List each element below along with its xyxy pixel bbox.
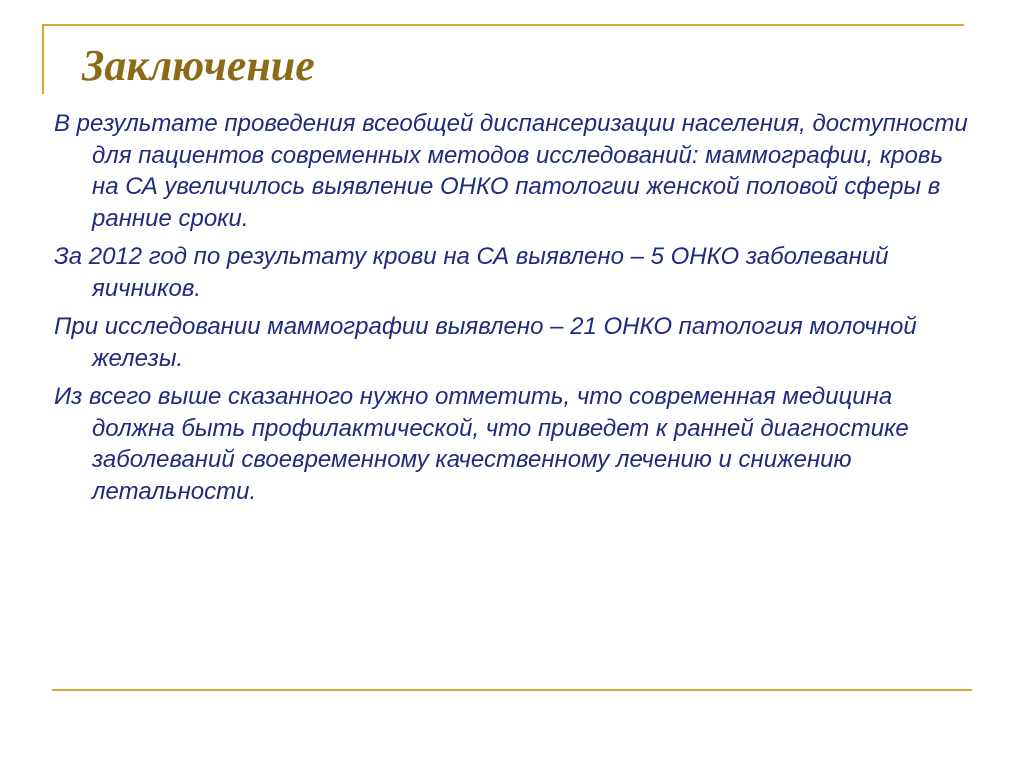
frame-bottom-line	[52, 689, 972, 691]
paragraph-conclusion: Из всего выше сказанного нужно отметить, что современная медицина должна быть профилактической, что приведет к ранней диагностике заболеваний своевременному качественному лечению и снижению летальности.	[54, 383, 909, 505]
slide-title: Заключение	[82, 41, 315, 90]
frame-top-line	[42, 24, 964, 26]
paragraph-mammography-results: При исследовании маммографии выявлено – 21 ОНКО патология молочной железы.	[54, 313, 917, 372]
paragraph-dispensarization: В результате проведения всеобщей диспансеризации населения, доступности для пациентов современных методов исследований: маммографии, кровь на СА увеличилось выявление ОНКО патологии женской половой сферы в ранние сроки.	[54, 110, 968, 232]
frame-left-line	[42, 24, 44, 94]
slide-body	[54, 108, 969, 514]
paragraph-ca-blood-results: За 2012 год по результату крови на СА выявлено – 5 ОНКО заболеваний яичников.	[54, 243, 889, 302]
